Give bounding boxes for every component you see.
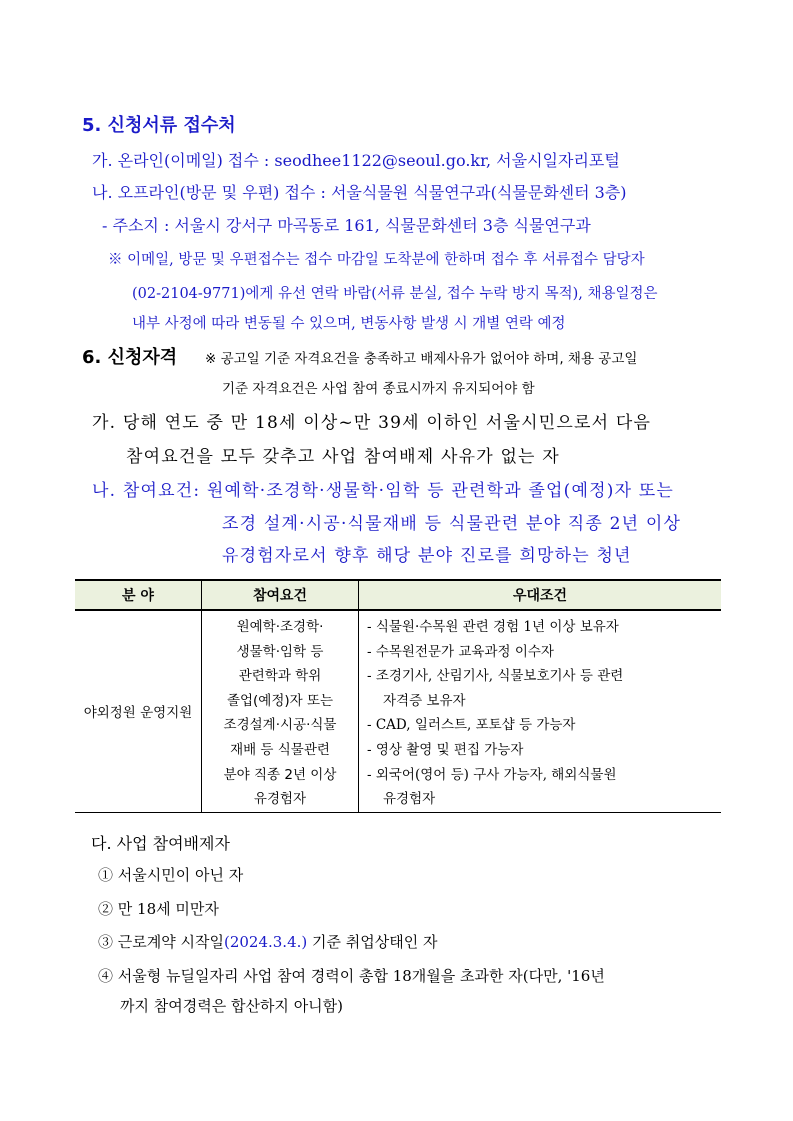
- header-field: 분 야: [75, 580, 202, 610]
- exclusion-item-3-suffix: 기준 취업상태인 자: [307, 933, 438, 951]
- exclusion-item-3-prefix: ③ 근로계약 시작일: [98, 933, 224, 951]
- requirement-line: 조경설계·시공·식물: [223, 717, 337, 734]
- section6-b-line3: 유경험자로서 향후 해당 분야 진로를 희망하는 청년: [222, 546, 632, 566]
- exclusion-item-3: [98, 931, 437, 952]
- requirement-line: 생물학·임학 등: [236, 643, 324, 660]
- section6-b-line1: 나. 참여요건: 원예학·조경학·생물학·임학 등 관련학과 졸업(예정)자 또는: [92, 481, 675, 501]
- table-row: [75, 610, 721, 812]
- requirements-table: [75, 579, 721, 813]
- exclusion-item-3-date: (2024.3.4.): [223, 933, 308, 951]
- preference-line: - 영상 촬영 및 편집 가능자: [367, 741, 524, 758]
- section5-offline: 나. 오프라인(방문 및 우편) 접수 : 서울식물원 식물연구과(식물문화센터 3층): [92, 183, 627, 202]
- requirement-line: 관련학과 학위: [238, 668, 322, 685]
- exclusion-item-4-line1: ④ 서울형 뉴딜일자리 사업 참여 경력이 총합 18개월을 초과한 자(다만, '16년: [98, 967, 605, 985]
- preferences-cell: [359, 610, 722, 812]
- preference-line: - 외국어(영어 등) 구사 가능자, 해외식물원: [367, 766, 617, 783]
- section6-heading: 6. 신청자격: [82, 347, 178, 368]
- field-cell: 야외정원 운영지원: [75, 610, 202, 812]
- preference-line: - 식물원·수목원 관련 경험 1년 이상 보유자: [367, 619, 619, 635]
- preference-line: 유경험자: [383, 791, 436, 808]
- requirement-line: 유경험자: [253, 791, 307, 808]
- preference-line: - 수목원전문가 교육과정 이수자: [367, 643, 554, 660]
- section6-note-line1: ※ 공고일 기준 자격요건을 충족하고 배제사유가 없어야 하며, 채용 공고일: [205, 351, 638, 367]
- section6-a-line2: 참여요건을 모두 갖추고 사업 참여배제 사유가 없는 자: [126, 447, 560, 467]
- header-requirements: 참여요건: [202, 580, 359, 610]
- section5-note-line3: 내부 사정에 따라 변동될 수 있으며, 변동사항 발생 시 개별 연락 예정: [132, 316, 566, 332]
- preference-line: 자격증 보유자: [383, 692, 466, 709]
- section5-heading: 5. 신청서류 접수처: [82, 115, 236, 136]
- section5-note-line1: ※ 이메일, 방문 및 우편접수는 접수 마감일 도착분에 한하며 접수 후 서류접수 담당자: [108, 252, 645, 268]
- requirement-line: 분야 직종 2년 이상: [223, 766, 337, 783]
- exclusion-item-4-line2: 까지 참여경력은 합산하지 아니함): [120, 997, 344, 1015]
- section6-b-line2: 조경 설계·시공·식물재배 등 식물관련 분야 직종 2년 이상: [222, 514, 682, 534]
- requirement-line: 재배 등 식물관련: [230, 741, 330, 758]
- section5-address: - 주소지 : 서울시 강서구 마곡동로 161, 식물문화센터 3층 식물연구과: [102, 216, 591, 235]
- section5-note-line2: (02-2104-9771)에게 유선 연락 바람(서류 분실, 접수 누락 방지 목적), 채용일정은: [132, 286, 658, 302]
- exclusion-heading: 다. 사업 참여배제자: [91, 834, 230, 853]
- requirements-cell: [202, 610, 359, 812]
- section6-note-line2: 기준 자격요건은 사업 참여 종료시까지 유지되어야 함: [222, 381, 535, 397]
- requirement-line: 원예학·조경학·: [236, 619, 324, 635]
- table-header-row: [75, 580, 721, 610]
- section5-online: 가. 온라인(이메일) 접수 : seodhee1122@seoul.go.kr, 서울시일자리포털: [92, 151, 620, 170]
- exclusion-item-2: ② 만 18세 미만자: [98, 900, 219, 918]
- exclusion-item-1: ① 서울시민이 아닌 자: [98, 866, 244, 884]
- requirement-line: 졸업(예정)자 또는: [226, 692, 334, 709]
- preference-line: - 조경기사, 산림기사, 식물보호기사 등 관련: [367, 668, 624, 685]
- preference-line: - CAD, 일러스트, 포토샵 등 가능자: [367, 717, 576, 734]
- header-preferences: 우대조건: [359, 580, 722, 610]
- section6-a-line1: 가. 당해 연도 중 만 18세 이상~만 39세 이하인 서울시민으로서 다음: [92, 413, 652, 433]
